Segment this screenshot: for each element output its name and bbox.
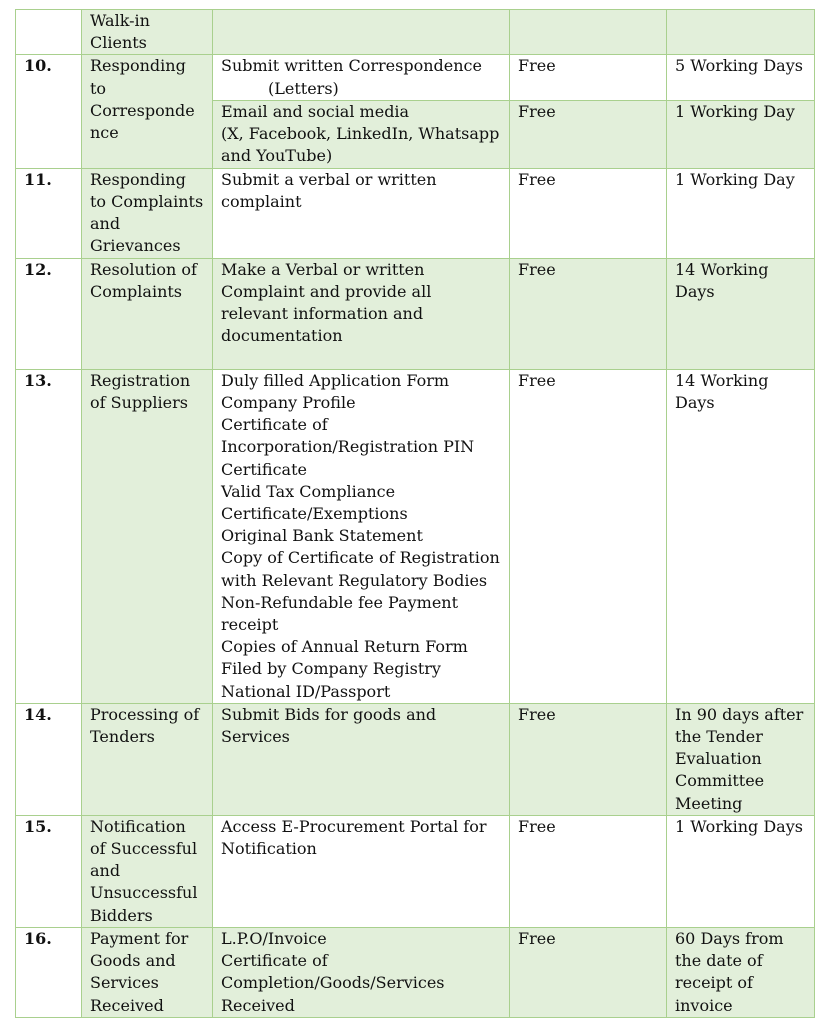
requirement-line: Non-Refundable fee Payment receipt [221,592,459,635]
requirement-line: National ID/Passport [221,681,391,701]
service-name: Registration of Suppliers [82,369,213,703]
service-number: 12. [16,258,82,369]
requirement-line: Certificate of Completion/Goods/Services Received [221,951,445,1015]
table-row [16,703,815,815]
service-cost: Free [510,55,667,100]
service-number [16,10,82,55]
table-row [16,168,815,258]
service-timeline: 14 Working Days [667,258,815,369]
requirement-line: L.P.O/Invoice [221,928,327,948]
service-timeline: In 90 days after the Tender Evaluation Committee Meeting [667,703,815,815]
service-timeline: 1 Working Day [667,168,815,258]
requirement-line: Email and social media [221,101,410,121]
service-timeline [667,10,815,55]
service-cost [510,10,667,55]
table-row [16,369,815,703]
service-charter-table [15,9,815,1018]
service-requirements [213,55,510,100]
service-number: 13. [16,369,82,703]
table-row [16,258,815,369]
service-cost: Free [510,100,667,168]
service-name: Resolution of Complaints [82,258,213,369]
service-number: 15. [16,815,82,927]
service-requirements [213,927,510,1017]
table-row [16,55,815,100]
service-name: Payment for Goods and Services Received [82,927,213,1017]
service-requirements: Access E-Procurement Portal for Notification [213,815,510,927]
service-requirements: Submit a verbal or written complaint [213,168,510,258]
table-row [16,10,815,55]
service-timeline: 5 Working Days [667,55,815,100]
service-requirements [213,369,510,703]
service-requirements: Submit Bids for goods and Services [213,703,510,815]
service-requirements: Make a Verbal or written Complaint and provide all relevant information and documentation [213,258,510,369]
service-requirements [213,100,510,168]
requirement-line: Certificate of Incorporation/Registration PIN Certificate [221,415,475,479]
service-number: 14. [16,703,82,815]
table-row [16,815,815,927]
requirement-line: Duly filled Application Form [221,370,450,390]
requirement-line: and YouTube) [221,146,333,166]
requirement-line: (X, Facebook, LinkedIn, Whatsapp [221,124,500,144]
service-number: 16. [16,927,82,1017]
requirement-line: (Letters) [268,78,339,98]
requirement-line: Copy of Certificate of Registration with Relevant Regulatory Bodies [221,548,500,590]
requirement-line: Company Profile [221,393,356,413]
service-cost: Free [510,168,667,258]
requirement-line: Original Bank Statement [221,526,423,546]
requirement-line: Copies of Annual Return Form Filed by Company Registry [221,637,468,679]
service-name: Notification of Successful and Unsuccessful Bidders [82,815,213,927]
service-cost: Free [510,369,667,703]
service-timeline: 1 Working Days [667,815,815,927]
service-timeline: 60 Days from the date of receipt of invoice [667,927,815,1017]
service-name: Walk-in Clients [82,10,213,55]
service-timeline: 1 Working Day [667,100,815,168]
requirement-line: Submit written Correspondence [221,56,482,76]
service-cost: Free [510,927,667,1017]
service-cost: Free [510,258,667,369]
service-cost: Free [510,703,667,815]
service-cost: Free [510,815,667,927]
service-requirements [213,10,510,55]
service-number: 10. [16,55,82,168]
service-name: Responding to Complaints and Grievances [82,168,213,258]
service-timeline: 14 Working Days [667,369,815,703]
table-row [16,927,815,1017]
service-name: Processing of Tenders [82,703,213,815]
service-name: Responding to Correspondence [82,55,213,168]
service-number: 11. [16,168,82,258]
requirement-line: Valid Tax Compliance Certificate/Exemptions [221,481,408,524]
